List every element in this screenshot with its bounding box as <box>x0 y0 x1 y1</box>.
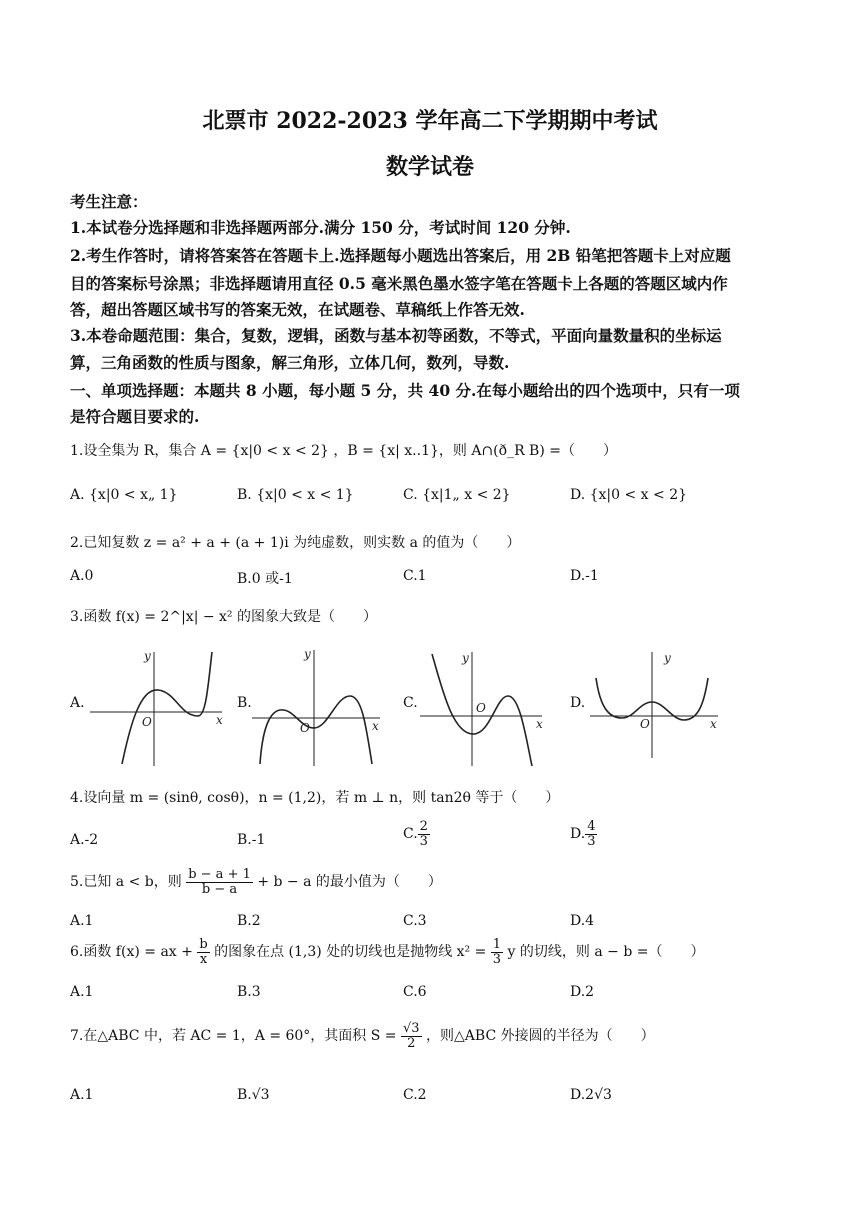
q3-option-c: C. <box>403 695 418 711</box>
numerator: 1 <box>492 937 502 952</box>
fraction <box>401 1022 422 1050</box>
graph-option-c <box>418 648 548 768</box>
q7-option-b: B.√3 <box>237 1087 270 1103</box>
q2-option-c: C.1 <box>403 568 427 584</box>
denominator: 3 <box>492 951 502 967</box>
q3-option-b: B. <box>237 695 252 711</box>
numerator: b <box>199 937 208 952</box>
q6-text-post: y 的切线，则 a − b =（ ） <box>507 944 705 961</box>
fraction <box>418 820 430 848</box>
q1-option-a: A. {x|0 < x„ 1} <box>70 487 178 503</box>
q1-option-c: C. {x|1„ x < 2} <box>403 487 511 503</box>
question-6 <box>70 938 704 966</box>
exam-subtitle: 数学试卷 <box>385 154 474 180</box>
q4-option-b: B.-1 <box>237 832 266 848</box>
numerator: b − a + 1 <box>188 867 251 882</box>
fraction <box>585 820 597 848</box>
origin-label: O <box>640 717 650 731</box>
y-axis-label: y <box>144 649 151 663</box>
q7-option-d: D.2√3 <box>570 1087 612 1103</box>
denominator: x <box>199 951 208 967</box>
q5-option-a: A.1 <box>70 913 94 929</box>
q4-option-c <box>403 820 430 848</box>
graph-option-d <box>588 648 724 760</box>
q6-option-b: B.3 <box>237 984 261 1000</box>
origin-label: O <box>142 715 152 729</box>
fraction <box>197 938 209 966</box>
exam-title: 北票市 2022-2023 学年高二下学期期中考试 <box>202 108 658 134</box>
origin-label: O <box>300 721 310 735</box>
question-1: 1.设全集为 R，集合 A = {x|0 < x < 2} ，B = {x| x..1}，则 A∩(ð_R B) =（ ） <box>70 443 617 459</box>
q6-option-c: C.6 <box>403 984 427 1000</box>
q2-option-b: B.0 或-1 <box>237 571 293 587</box>
notice-line: 2.考生作答时，请将答案答在答题卡上.选择题每小题选出答案后，用 2B 铅笔把答题卡上对应题 <box>70 246 731 265</box>
q4-option-d <box>570 820 597 848</box>
numerator: √3 <box>403 1021 420 1036</box>
denominator: 3 <box>587 833 596 849</box>
x-axis-label: x <box>710 717 717 731</box>
q5-option-b: B.2 <box>237 913 261 929</box>
y-axis-label: y <box>304 647 311 661</box>
denominator: 2 <box>407 1035 416 1051</box>
q5-text-pre: 5.已知 a < b，则 <box>70 874 182 891</box>
q3-option-d: D. <box>570 695 586 711</box>
q5-text-post: + b − a 的最小值为（ ） <box>257 874 442 891</box>
notice-line: 1.本试卷分选择题和非选择题两部分.满分 150 分，考试时间 120 分钟. <box>70 218 571 237</box>
numerator: 4 <box>587 819 596 834</box>
graph-option-a <box>88 646 228 768</box>
q4-option-a: A.-2 <box>70 832 99 848</box>
q1-option-b: B. {x|0 < x < 1} <box>237 487 354 503</box>
x-axis-label: x <box>536 717 543 731</box>
y-axis-label: y <box>462 651 469 665</box>
section-heading: 一、单项选择题：本题共 8 小题，每小题 5 分，共 40 分.在每小题给出的四个选项中，只有一项 <box>70 381 740 400</box>
question-3: 3.函数 f(x) = 2^|x| − x² 的图象大致是（ ） <box>70 609 377 625</box>
option-label: D. <box>570 826 586 843</box>
q6-option-a: A.1 <box>70 984 94 1000</box>
q6-text-mid: 的图象在点 (1,3) 处的切线也是抛物线 x² = <box>214 944 487 961</box>
q5-option-d: D.4 <box>570 913 595 929</box>
numerator: 2 <box>419 819 428 834</box>
q6-text-pre: 6.函数 f(x) = ax + <box>70 944 193 961</box>
origin-label: O <box>476 701 486 715</box>
q5-option-c: C.3 <box>403 913 427 929</box>
q7-text-pre: 7.在△ABC 中，若 AC = 1，A = 60°，其面积 S = <box>70 1028 397 1045</box>
option-label: C. <box>403 826 418 843</box>
notice-line: 3.本卷命题范围：集合，复数，逻辑，函数与基本初等函数，不等式，平面向量数量积的坐标运 <box>70 326 722 345</box>
question-4: 4.设向量 m = (sinθ, cosθ)，n = (1,2)，若 m ⊥ n，则 tan2θ 等于（ ） <box>70 790 560 806</box>
denominator: 3 <box>419 833 428 849</box>
notice-line: 算，三角函数的性质与图象，解三角形，立体几何，数列，导数. <box>70 353 510 372</box>
q2-option-a: A.0 <box>70 568 94 584</box>
q7-text-post: ，则△ABC 外接圆的半径为（ ） <box>426 1028 655 1045</box>
notice-line: 答，超出答题区域书写的答案无效，在试题卷、草稿纸上作答无效. <box>70 300 525 319</box>
x-axis-label: x <box>372 719 379 733</box>
fraction <box>186 868 253 896</box>
x-axis-label: x <box>216 713 223 727</box>
q1-option-d: D. {x|0 < x < 2} <box>570 487 688 503</box>
notice-line: 目的答案标号涂黑；非选择题请用直径 0.5 毫米黑色墨水签字笔在答题卡上各题的答题区域内作 <box>70 274 728 293</box>
notice-heading: 考生注意： <box>70 192 148 211</box>
section-heading: 是符合题目要求的. <box>70 407 200 426</box>
denominator: b − a <box>201 881 238 897</box>
q3-option-a: A. <box>70 695 85 711</box>
y-axis-label: y <box>664 651 671 665</box>
q7-option-c: C.2 <box>403 1087 427 1103</box>
question-7 <box>70 1022 655 1050</box>
question-2: 2.已知复数 z = a² + a + (a + 1)i 为纯虚数，则实数 a 的值为（ ） <box>70 535 521 551</box>
q2-option-d: D.-1 <box>570 568 599 584</box>
fraction <box>491 938 503 966</box>
question-5 <box>70 868 442 896</box>
graph-option-b <box>250 646 386 768</box>
q7-option-a: A.1 <box>70 1087 94 1103</box>
q6-option-d: D.2 <box>570 984 595 1000</box>
